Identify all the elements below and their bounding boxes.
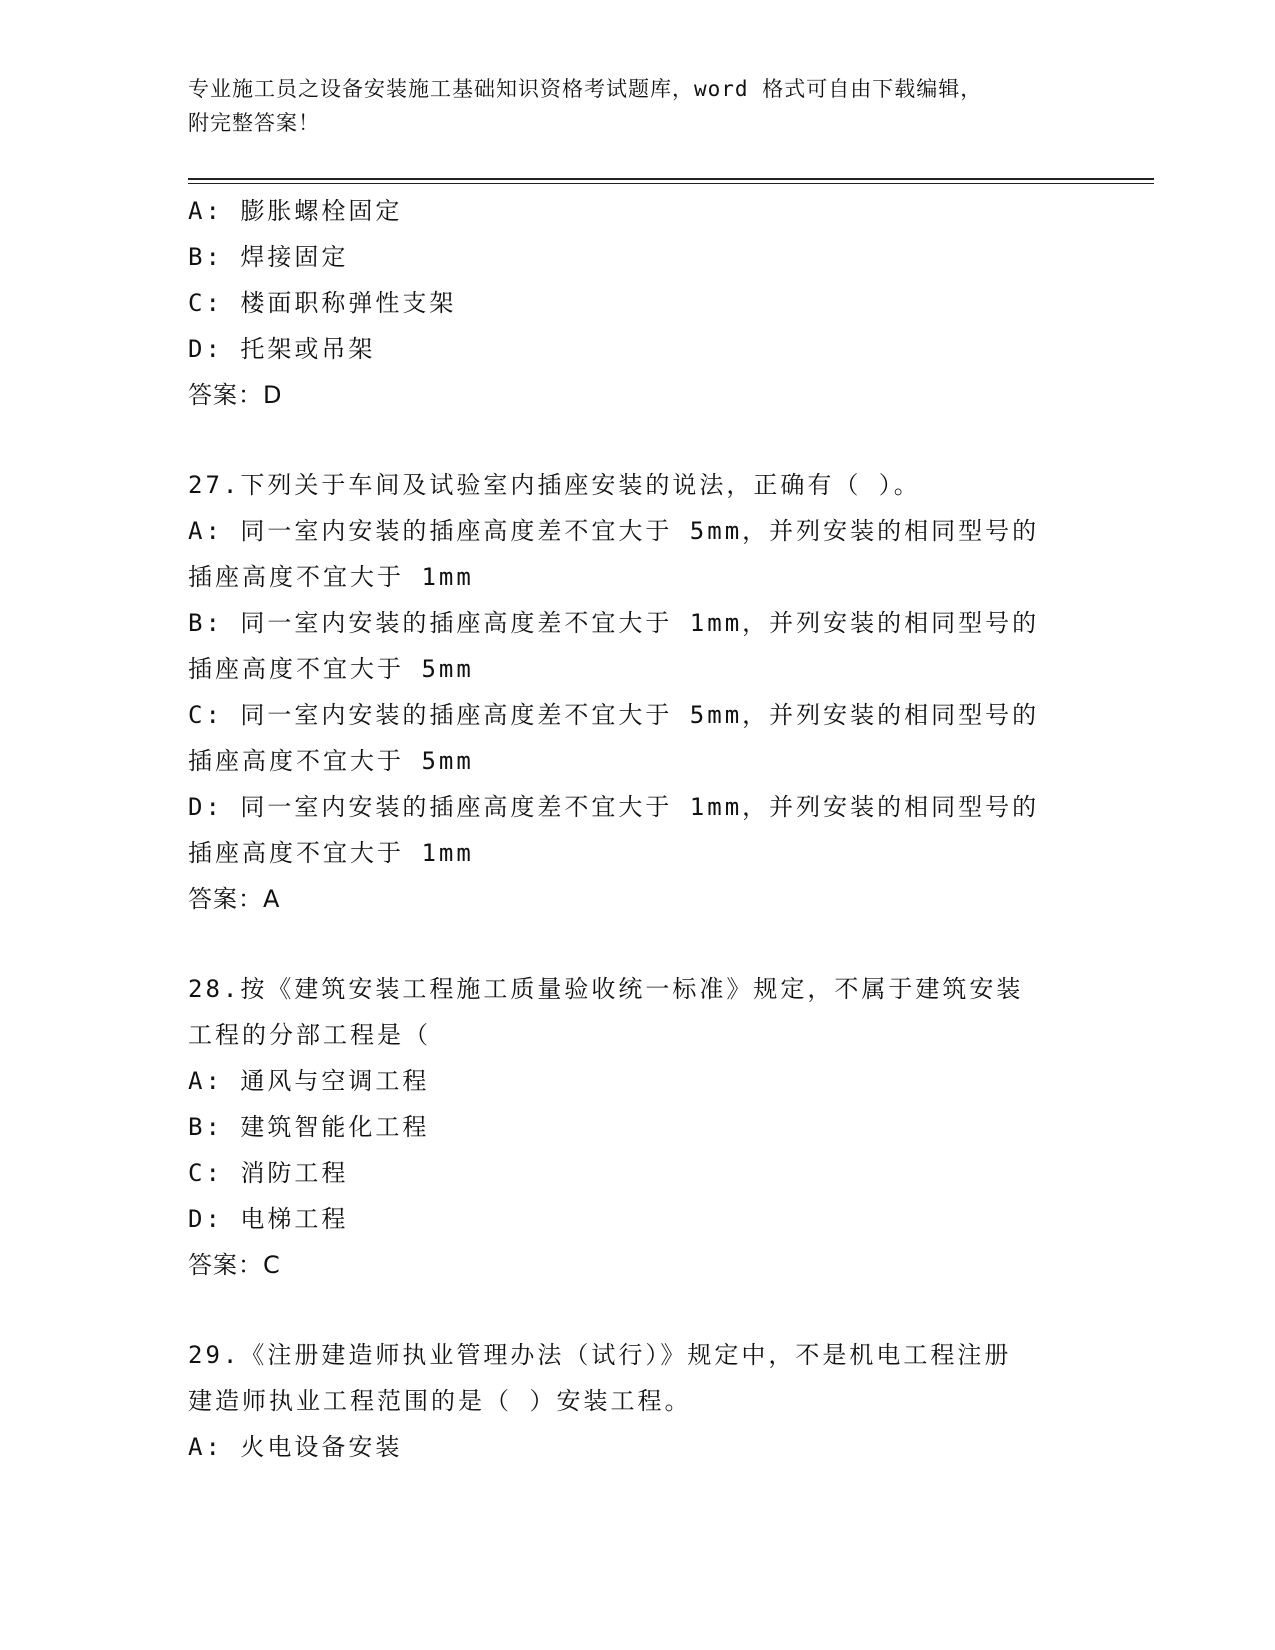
- option-c: C: 楼面职称弹性支架: [188, 289, 457, 317]
- option-c-continued: 插座高度不宜大于 5mm: [188, 747, 474, 775]
- header-rule-thick: [188, 178, 1154, 180]
- question-28: [188, 966, 1108, 1288]
- header-rule-thin: [188, 183, 1154, 184]
- option-b: B: 建筑智能化工程: [188, 1113, 430, 1141]
- header-line-2: 附完整答案！: [188, 111, 320, 135]
- question-29: [188, 1332, 1108, 1470]
- question-stem: 27.下列关于车间及试验室内插座安装的说法，正确有（ ）。: [188, 471, 921, 499]
- question-content: [188, 188, 1108, 1470]
- question-stem: 29.《注册建造师执业管理办法（试行）》规定中，不是机电工程注册: [188, 1341, 1012, 1369]
- option-b: B: 同一室内安装的插座高度差不宜大于 1mm，并列安装的相同型号的: [188, 609, 1040, 637]
- option-b: B: 焊接固定: [188, 243, 349, 271]
- spacer: [188, 1288, 1108, 1332]
- option-d-continued: 插座高度不宜大于 1mm: [188, 839, 474, 867]
- option-d: D: 电梯工程: [188, 1205, 349, 1233]
- spacer: [188, 922, 1108, 966]
- option-a: A: 通风与空调工程: [188, 1067, 430, 1095]
- question-26: [188, 188, 1108, 418]
- option-c: C: 同一室内安装的插座高度差不宜大于 5mm，并列安装的相同型号的: [188, 701, 1040, 729]
- option-a: A: 同一室内安装的插座高度差不宜大于 5mm，并列安装的相同型号的: [188, 517, 1040, 545]
- option-c: C: 消防工程: [188, 1159, 349, 1187]
- question-stem-continued: 工程的分部工程是（: [188, 1021, 431, 1049]
- answer: 答案：D: [188, 381, 283, 409]
- spacer: [188, 418, 1108, 462]
- option-b-continued: 插座高度不宜大于 5mm: [188, 655, 474, 683]
- answer: 答案：A: [188, 885, 281, 913]
- option-d: D: 托架或吊架: [188, 335, 376, 363]
- option-a-continued: 插座高度不宜大于 1mm: [188, 563, 474, 591]
- question-stem: 28.按《建筑安装工程施工质量验收统一标准》规定，不属于建筑安装: [188, 975, 1024, 1003]
- option-d: D: 同一室内安装的插座高度差不宜大于 1mm，并列安装的相同型号的: [188, 793, 1040, 821]
- question-27: [188, 462, 1108, 922]
- question-stem-continued: 建造师执业工程范围的是（ ）安装工程。: [188, 1387, 692, 1415]
- document-header: [188, 72, 1088, 140]
- answer: 答案：C: [188, 1251, 281, 1279]
- option-a: A: 火电设备安装: [188, 1433, 403, 1461]
- option-a: A: 膨胀螺栓固定: [188, 197, 403, 225]
- header-line-1: 专业施工员之设备安装施工基础知识资格考试题库，word 格式可自由下载编辑，: [188, 77, 983, 101]
